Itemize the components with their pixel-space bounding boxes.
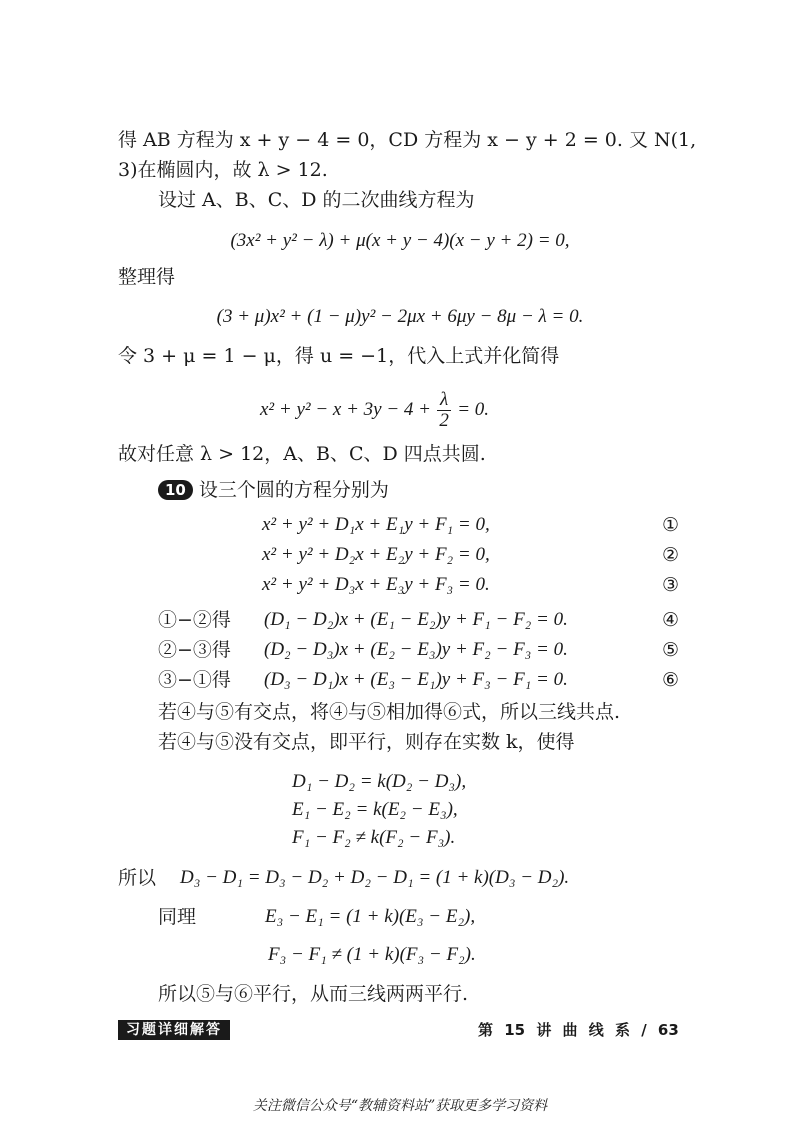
fraction (437, 390, 451, 431)
credit-line: 关注微信公众号“教辅资料站”获取更多学习资料 (252, 1098, 548, 1114)
so-equation: D₃ − D₁ = D₃ − D₂ + D₂ − D₁ = (1 + k)(D₃ − D₂). (180, 867, 570, 888)
circle-equation-1: x² + y² + D₁x + E₁y + F₁ = 0, (262, 514, 490, 535)
text-line-5: 令 3 + μ = 1 − μ，得 u = −1，代入上式并化简得 (118, 345, 560, 367)
equation-tag-2: ② (662, 544, 680, 566)
circle-equation-2: x² + y² + D₂x + E₂y + F₂ = 0, (262, 544, 490, 565)
diff-equation-3: (D₃ − D₁)x + (E₃ − E₁)y + F₃ − F₁ = 0. (264, 669, 568, 690)
equation-tag-3: ③ (662, 574, 680, 596)
equation-tag-1: ① (662, 514, 680, 536)
text-line-1: 得 AB 方程为 x + y − 4 = 0，CD 方程为 x − y + 2 = 0. 又 N(1, (118, 129, 697, 151)
diff-equation-2: (D₂ − D₃)x + (E₂ − E₃)y + F₂ − F₃ = 0. (264, 639, 568, 660)
footer-page-info: 第 15 讲 曲 线 系 / 63 (478, 1021, 679, 1039)
problem-10-intro (158, 478, 389, 502)
text-line-2: 3)在椭圆内，故 λ > 12. (118, 159, 328, 181)
text-line-3: 设过 A、B、C、D 的二次曲线方程为 (158, 189, 475, 211)
equation-3-left: x² + y² − x + 3y − 4 + (260, 399, 431, 420)
system-line-3: F₁ − F₂ ≠ k(F₂ − F₃). (292, 827, 456, 848)
system-line-2: E₁ − E₂ = k(E₂ − E₃), (292, 799, 458, 820)
diff-label-3: ③−①得 (158, 669, 231, 691)
paragraph-parallel: 若④与⑤没有交点，即平行，则存在实数 k，使得 (158, 731, 575, 753)
circle-equation-3: x² + y² + D₃x + E₃y + F₃ = 0. (262, 574, 490, 595)
fraction-denominator: 2 (439, 409, 449, 431)
text-line-6: 故对任意 λ > 12，A、B、C、D 四点共圆. (118, 443, 486, 465)
diff-label-1: ①−②得 (158, 609, 231, 631)
conclusion: 所以⑤与⑥平行，从而三线两两平行. (158, 983, 469, 1005)
diff-equation-1: (D₁ − D₂)x + (E₁ − E₂)y + F₁ − F₂ = 0. (264, 609, 568, 630)
problem-10-intro-text: 设三个圆的方程分别为 (198, 479, 389, 501)
same-label: 同理 (158, 906, 197, 928)
system-line-1: D₁ − D₂ = k(D₂ − D₃), (292, 771, 467, 792)
problem-number-badge: 10 (158, 480, 193, 500)
footer-section-tag: 习题详细解答 (118, 1020, 230, 1040)
equation-tag-6: ⑥ (662, 669, 680, 691)
paragraph-intersect: 若④与⑤有交点，将④与⑤相加得⑥式，所以三线共点. (158, 701, 621, 723)
equation-2: (3 + μ)x² + (1 − μ)y² − 2μx + 6μy − 8μ − λ = 0. (216, 306, 584, 327)
same-equation-2: F₃ − F₁ ≠ (1 + k)(F₃ − F₂). (268, 944, 476, 965)
equation-tag-4: ④ (662, 609, 680, 631)
so-label: 所以 (118, 867, 157, 889)
equation-tag-5: ⑤ (662, 639, 680, 661)
fraction-numerator: λ (437, 390, 451, 411)
equation-1: (3x² + y² − λ) + μ(x + y − 4)(x − y + 2) = 0, (230, 230, 570, 251)
same-equation-1: E₃ − E₁ = (1 + k)(E₃ − E₂), (265, 906, 476, 927)
equation-3-right: = 0. (457, 399, 490, 420)
equation-3 (260, 385, 489, 435)
text-line-4: 整理得 (118, 266, 176, 288)
diff-label-2: ②−③得 (158, 639, 231, 661)
